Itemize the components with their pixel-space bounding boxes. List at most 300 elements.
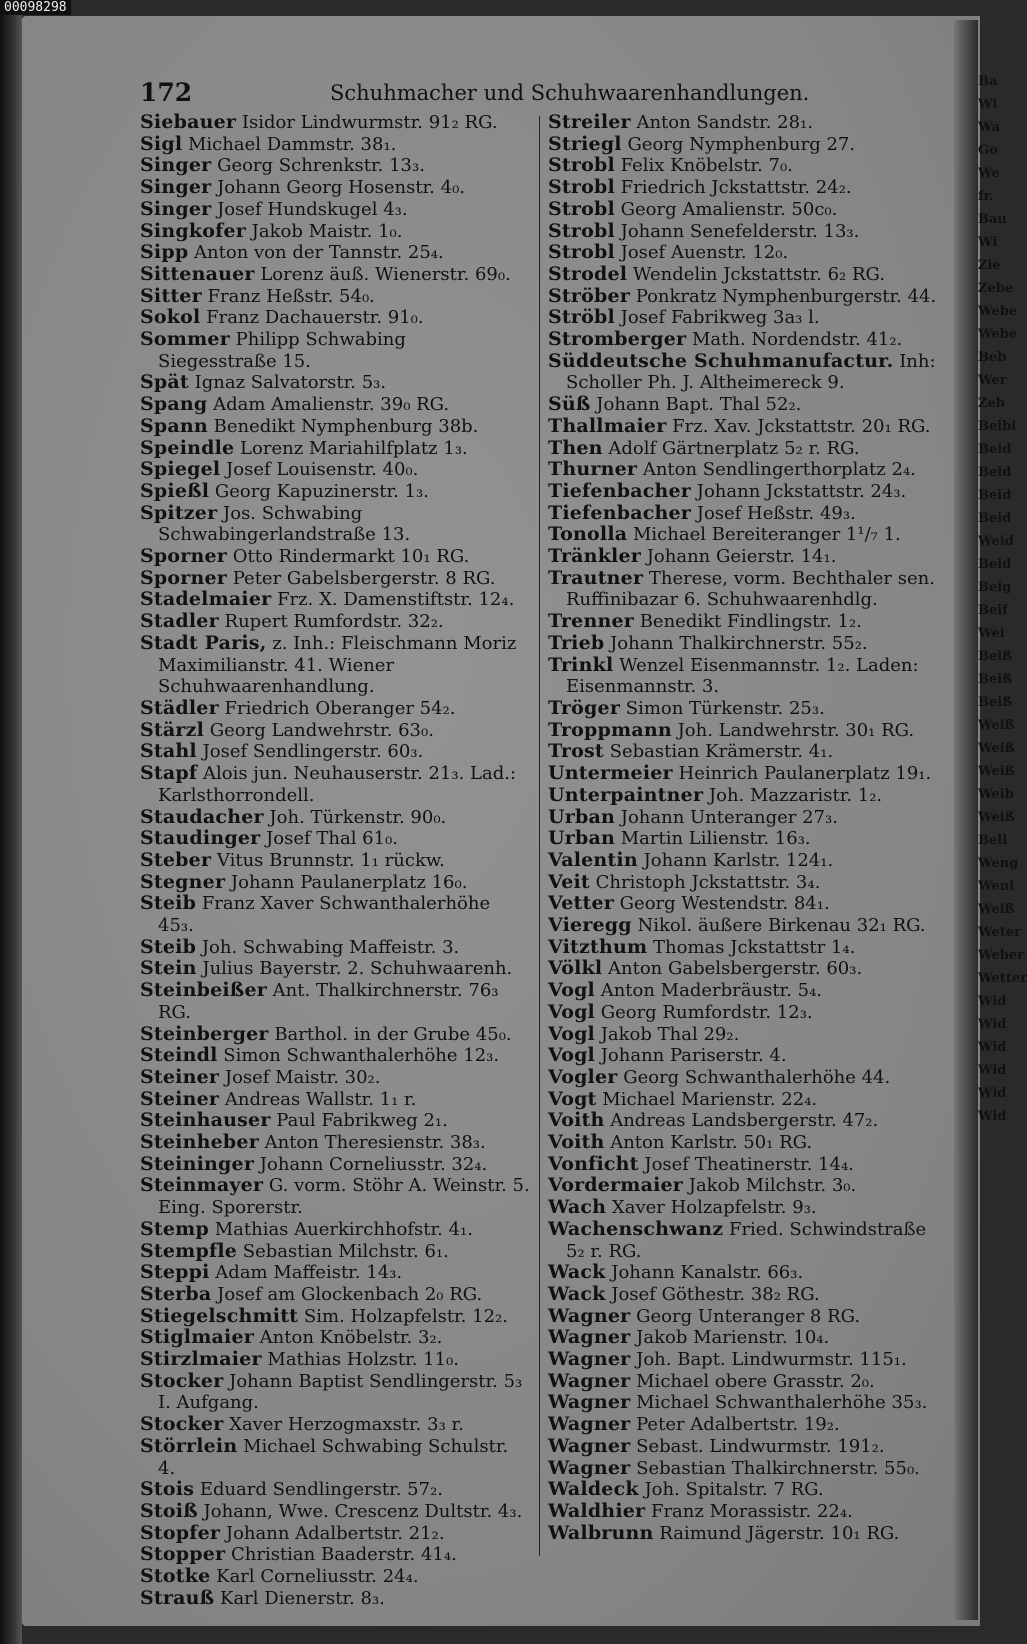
entry-surname: Vogl [548, 1000, 595, 1023]
adjacent-page-fragment: Weib [978, 787, 1014, 802]
adjacent-page-fragment: Wid [978, 1109, 1007, 1124]
entry-surname: Stotke [140, 1565, 211, 1588]
directory-entry [140, 720, 530, 742]
directory-entry [140, 155, 530, 177]
entry-details: Anton von der Tannstr. 25₄. [188, 242, 444, 264]
directory-entry [548, 893, 938, 915]
entry-surname: Steppi [140, 1261, 210, 1284]
entry-surname: Stocker [140, 1369, 224, 1392]
directory-entry [140, 1544, 530, 1566]
entry-details: Georg Schwanthalerhöhe 44. [617, 1066, 891, 1088]
directory-entry [140, 1566, 530, 1588]
directory-entry [140, 1436, 530, 1479]
entry-details: Martin Lilienstr. 16₃. [615, 828, 811, 850]
entry-details: Simon Schwanthalerhöhe 12₃. [217, 1045, 500, 1067]
entry-details: Christian Baaderstr. 41₄. [225, 1544, 457, 1566]
directory-entry [140, 1349, 530, 1371]
entry-surname: Trost [548, 740, 604, 763]
adjacent-page-fragment: Bell [978, 833, 1008, 848]
directory-entry [140, 1219, 530, 1241]
entry-details: Johann Kanalstr. 66₃. [605, 1262, 804, 1284]
adjacent-page-fragment: Weiß [978, 764, 1015, 779]
entry-details: Josef Thal 61₀. [260, 828, 399, 850]
directory-entry [548, 611, 938, 633]
entry-details: Johann Pariserstr. 4. [594, 1045, 787, 1067]
entry-details: Peter Gabelsbergerstr. 8 RG. [227, 567, 496, 589]
entry-surname: Voith [548, 1109, 605, 1132]
entry-surname: Staudacher [140, 805, 264, 828]
directory-entry [548, 199, 938, 221]
entry-details: Johann Unteranger 27₃. [615, 806, 838, 828]
entry-details: Vitus Brunnstr. 1₁ rückw. [211, 849, 445, 871]
entry-details: Wenzel Eisenmannstr. 1₂. Laden: Eisenmannstr. 3. [566, 654, 919, 698]
scan-id: 00098298 [0, 0, 71, 15]
entry-details: Josef Auenstr. 12₀. [614, 242, 789, 264]
directory-entry [548, 264, 938, 286]
entry-surname: Ströber [548, 284, 630, 307]
entry-surname: Wagner [548, 1456, 631, 1479]
directory-entry [548, 828, 938, 850]
directory-entry [140, 307, 530, 329]
entry-details: Joh. Spitalstr. 7 RG. [638, 1479, 824, 1501]
entry-surname: Stirzlmaier [140, 1348, 262, 1371]
entry-surname: Trenner [548, 610, 634, 633]
entry-surname: Veit [548, 870, 590, 893]
entry-surname: Trautner [548, 566, 644, 589]
directory-entry [140, 264, 530, 286]
entry-surname: Steinmayer [140, 1174, 264, 1197]
directory-entry [140, 329, 530, 372]
entry-surname: Tröger [548, 696, 621, 719]
entry-surname: Staudinger [140, 827, 261, 850]
entry-surname: Wagner [548, 1369, 631, 1392]
directory-entry [548, 1306, 938, 1328]
entry-details: Franz Morassistr. 22₄. [645, 1501, 853, 1522]
entry-surname: Stärzl [140, 718, 205, 741]
adjacent-page-fragment: Weid [978, 534, 1014, 549]
entry-surname: Wagner [548, 1304, 631, 1327]
entry-surname: Vordermaier [548, 1174, 683, 1197]
entry-surname: Steindl [140, 1044, 218, 1067]
directory-entry [140, 199, 530, 221]
entry-details: Barthol. in der Grube 45₀. [268, 1023, 512, 1045]
entry-details: Franz Xaver Schwanthalerhöhe 45₃. [158, 893, 491, 937]
entry-details: Anton Knöbelstr. 3₂. [253, 1327, 443, 1349]
entry-details: Heinrich Paulanerplatz 19₁. [672, 763, 932, 785]
entry-surname: Trinkl [548, 653, 614, 676]
adjacent-page-fragment: Weber [978, 948, 1025, 963]
directory-entry [140, 1154, 530, 1176]
entry-surname: Trieb [548, 631, 605, 654]
entry-details: Johann Paulanerplatz 16₀. [225, 871, 468, 893]
running-title: Schuhmacher und Schuhwaarenhandlungen. [330, 81, 810, 105]
adjacent-page-fragment: Beb [978, 350, 1007, 365]
entry-surname: Waldeck [548, 1478, 639, 1501]
entry-details: Jakob Maistr. 1₀. [245, 220, 403, 242]
entry-details: Georg Westendstr. 84₁. [613, 893, 830, 915]
directory-entry [548, 503, 938, 525]
directory-entry [140, 1175, 530, 1218]
entry-details: Johann Georg Hosenstr. 4₀. [211, 177, 466, 199]
adjacent-page-fragment: Weter [978, 925, 1021, 940]
directory-entry [548, 568, 938, 611]
entry-details: Joh. Bapt. Lindwurmstr. 115₁. [630, 1349, 907, 1371]
column-divider [539, 116, 540, 1556]
adjacent-page-fragment: Wid [978, 1017, 1007, 1032]
entry-surname: Urban [548, 827, 615, 850]
directory-entry [548, 785, 938, 807]
entry-surname: Wagner [548, 1413, 631, 1436]
entry-details: Sebast. Lindwurmstr. 191₂. [630, 1435, 885, 1457]
directory-entry [140, 1241, 530, 1263]
directory-entry [140, 242, 530, 264]
entry-surname: Wach [548, 1196, 607, 1219]
directory-entry [548, 1262, 938, 1284]
entry-surname: Vonficht [548, 1152, 639, 1175]
directory-entry [548, 329, 938, 351]
entry-details: Jakob Milchstr. 3₀. [683, 1175, 857, 1197]
directory-entry [548, 1197, 938, 1219]
entry-surname: Spiegel [140, 458, 221, 481]
entry-details: Franz Heßstr. 54₀. [201, 285, 375, 307]
directory-entry [548, 1110, 938, 1132]
directory-entry [548, 134, 938, 156]
adjacent-page-fragment: Beid [978, 488, 1012, 503]
adjacent-page-fragment: Beiß [978, 695, 1013, 710]
directory-entry [548, 286, 938, 308]
directory-entry [548, 481, 938, 503]
entry-surname: Stadt Paris, [140, 631, 267, 654]
entry-details: Andreas Wallstr. 1₁ r. [219, 1088, 417, 1110]
directory-entry [140, 372, 530, 394]
entry-details: Georg Unteranger 8 RG. [630, 1305, 861, 1327]
directory-entry [140, 872, 530, 894]
entry-surname: Spang [140, 393, 208, 416]
entry-surname: Thallmaier [548, 414, 667, 437]
entry-surname: Strobl [548, 154, 615, 177]
entry-surname: Stegner [140, 870, 226, 893]
entry-surname: Troppmann [548, 718, 672, 741]
directory-entry [548, 741, 938, 763]
entry-details: Johann Karlstr. 124₁. [637, 849, 834, 871]
entry-details: Anton Maderbräustr. 5₄. [594, 980, 823, 1002]
entry-details: Benedikt Findlingstr. 1₂. [633, 611, 862, 633]
directory-entry [548, 351, 938, 394]
entry-details: Josef Louisenstr. 40₀. [220, 459, 419, 481]
entry-surname: Tiefenbacher [548, 479, 691, 502]
adjacent-page-fragment: Bau [978, 212, 1007, 227]
directory-entry [548, 1175, 938, 1197]
directory-entry [140, 112, 530, 134]
entry-surname: Strobl [548, 176, 615, 199]
entry-surname: Wachenschwanz [548, 1217, 724, 1240]
directory-entry [548, 850, 938, 872]
directory-entry [548, 720, 938, 742]
entry-details: Rupert Rumfordstr. 32₂. [218, 611, 444, 633]
entry-surname: Sterba [140, 1282, 212, 1305]
left-column [140, 112, 530, 1610]
entry-details: Georg Schrenkstr. 13₃. [211, 155, 425, 177]
directory-entry [140, 589, 530, 611]
directory-entry [548, 915, 938, 937]
directory-entry [548, 1371, 938, 1393]
directory-entry [548, 524, 938, 546]
entry-details: Georg Nymphenburg 27. [621, 133, 856, 155]
entry-surname: Steber [140, 848, 212, 871]
entry-surname: Untermeier [548, 762, 673, 785]
entry-surname: Stopfer [140, 1521, 221, 1544]
entry-surname: Stapf [140, 762, 198, 785]
entry-surname: Wack [548, 1282, 606, 1305]
directory-entry [548, 1458, 938, 1480]
entry-details: Thomas Jckstattstr 1₄. [647, 936, 856, 958]
entry-surname: Steib [140, 892, 197, 915]
entry-details: Jakob Thal 29₂. [594, 1023, 740, 1045]
entry-surname: Urban [548, 805, 615, 828]
adjacent-page-fragment: Wi [978, 235, 998, 250]
entry-surname: Stadler [140, 610, 219, 633]
entry-surname: Störrlein [140, 1434, 238, 1457]
entry-surname: Wagner [548, 1391, 631, 1414]
entry-details: z. Inh.: Fleischmann Moriz Maximilianstr. 41. Wiener Schuhwaarenhandlung. [158, 632, 517, 698]
directory-entry [140, 741, 530, 763]
directory-entry [140, 633, 530, 698]
entry-details: Georg Kapuzinerstr. 1₃. [209, 480, 429, 502]
adjacent-page-fragment: fr. [978, 189, 994, 204]
entry-details: Adolf Gärtnerplatz 5₂ r. RG. [602, 437, 860, 459]
entry-surname: Stoiß [140, 1500, 198, 1522]
directory-entry [548, 1002, 938, 1024]
entry-surname: Tränkler [548, 545, 641, 568]
directory-entry [548, 459, 938, 481]
entry-details: Michael Schwabing Schulstr. 4. [158, 1435, 509, 1479]
entry-details: Josef Fabrikweg 3a₃ l. [614, 307, 820, 329]
entry-details: Ignaz Salvatorstr. 5₃. [188, 372, 387, 394]
entry-details: Isidor Lindwurmstr. 91₂ RG. [236, 112, 498, 133]
adjacent-page-fragment: Beiß [978, 649, 1013, 664]
entry-details: Franz Dachauerstr. 91₀. [200, 307, 424, 329]
entry-surname: Vogl [548, 1044, 595, 1067]
entry-details: Georg Amalienstr. 50c₀. [614, 198, 838, 220]
entry-details: Anton Sendlingerthorplatz 2₄. [637, 459, 916, 481]
entry-surname: Voith [548, 1131, 605, 1154]
entry-surname: Sittenauer [140, 262, 255, 285]
entry-details: Johann Adalbertstr. 21₂. [220, 1522, 445, 1544]
directory-entry [548, 1327, 938, 1349]
entry-details: Josef Maistr. 30₂. [219, 1066, 381, 1088]
directory-entry [140, 980, 530, 1023]
entry-surname: Singer [140, 154, 212, 177]
adjacent-page-fragment: Weni [978, 879, 1015, 894]
entry-details: Johann Baptist Sendlingerstr. 5₃ I. Aufgang. [158, 1370, 523, 1414]
directory-entry [548, 1045, 938, 1067]
entry-surname: Steinbeißer [140, 979, 267, 1002]
entry-surname: Tonolla [548, 523, 628, 546]
entry-surname: Städler [140, 696, 219, 719]
entry-surname: Walbrunn [548, 1521, 654, 1544]
entry-surname: Vogler [548, 1065, 618, 1088]
directory-entry [140, 503, 530, 546]
directory-entry [140, 1588, 530, 1610]
entry-details: Johann Corneliusstr. 32₄. [254, 1153, 488, 1175]
entry-details: Friedrich Jckstattstr. 24₂. [614, 177, 852, 199]
directory-entry [140, 177, 530, 199]
entry-surname: Spann [140, 414, 208, 437]
directory-entry [548, 937, 938, 959]
directory-entry [140, 546, 530, 568]
directory-entry [140, 286, 530, 308]
adjacent-page-fragment: Wid [978, 1040, 1007, 1055]
entry-details: Benedikt Nymphenburg 38b. [207, 415, 479, 437]
entry-details: Philipp Schwabing Siegesstraße 15. [158, 329, 406, 372]
adjacent-page-fragment: Weiß [978, 741, 1015, 756]
adjacent-page-fragment: Webe [978, 304, 1018, 319]
entry-surname: Strauß [140, 1586, 215, 1609]
adjacent-page-fragment: Wa [978, 120, 1000, 135]
entry-surname: Spießl [140, 479, 210, 502]
directory-entry [140, 1067, 530, 1089]
directory-entry [140, 1045, 530, 1067]
entry-details: Friedrich Oberanger 54₂. [218, 697, 456, 719]
directory-entry [140, 937, 530, 959]
entry-details: Josef Sendlingerstr. 60₃. [196, 741, 424, 763]
entry-details: Eduard Sendlingerstr. 57₂. [194, 1479, 444, 1501]
directory-entry [140, 893, 530, 936]
directory-entry [140, 459, 530, 481]
entry-details: Frz. X. Damenstiftstr. 12₄. [271, 589, 515, 611]
entry-details: Anton Sandstr. 28₁. [630, 112, 813, 133]
entry-surname: Sporner [140, 545, 228, 568]
entry-details: Raimund Jägerstr. 10₁ RG. [653, 1522, 900, 1544]
entry-surname: Stadelmaier [140, 588, 272, 611]
entry-surname: Steiner [140, 1087, 220, 1110]
entry-surname: Süß [548, 393, 591, 416]
entry-details: Josef Heßstr. 49₃. [691, 502, 856, 524]
entry-surname: Speindle [140, 436, 235, 459]
entry-details: Karl Dienerstr. 8₃. [214, 1587, 385, 1609]
entry-surname: Stopper [140, 1543, 226, 1566]
directory-entry [140, 1371, 530, 1414]
entry-details: Johann Senefelderstr. 13₃. [614, 220, 860, 242]
adjacent-page-fragment: Wid [978, 994, 1007, 1009]
entry-details: Johann, Wwe. Crescenz Dultstr. 4₃. [197, 1501, 523, 1522]
directory-entry [548, 1501, 938, 1523]
entry-details: Xaver Herzogmaxstr. 3₃ r. [223, 1414, 464, 1436]
entry-details: Fried. Schwindstraße 5₂ r. RG. [566, 1218, 927, 1262]
entry-surname: Vitzthum [548, 935, 648, 958]
entry-details: Georg Rumfordstr. 12₃. [594, 1001, 813, 1023]
entry-surname: Vogl [548, 979, 595, 1002]
directory-entry [548, 1154, 938, 1176]
adjacent-page-fragment: We [978, 166, 1000, 181]
entry-details: Sebastian Milchstr. 6₁. [237, 1240, 449, 1262]
entry-surname: Stocker [140, 1413, 224, 1436]
directory-entry [140, 1024, 530, 1046]
directory-entry [140, 568, 530, 590]
entry-details: Michael Bereiteranger 1¹/₇ 1. [627, 524, 901, 546]
directory-entry [140, 1089, 530, 1111]
entry-details: Jos. Schwabing Schwabingerlandstraße 13. [158, 502, 411, 546]
page-gutter [954, 20, 978, 1620]
entry-details: Lorenz Mariahilfplatz 1₃. [234, 437, 468, 459]
entry-surname: Stahl [140, 740, 197, 763]
directory-entry [548, 1392, 938, 1414]
entry-details: Georg Landwehrstr. 63₀. [204, 719, 434, 741]
entry-details: Jakob Marienstr. 10₄. [630, 1327, 830, 1349]
directory-entry [140, 416, 530, 438]
entry-surname: Tiefenbacher [548, 501, 691, 524]
directory-entry [548, 177, 938, 199]
entry-surname: Vogl [548, 1022, 595, 1045]
directory-entry [548, 1089, 938, 1111]
entry-surname: Wagner [548, 1348, 631, 1371]
entry-details: Joh. Türkenstr. 90₀. [263, 806, 447, 828]
entry-details: Otto Rindermarkt 10₁ RG. [227, 546, 470, 568]
entry-details: Sebastian Thalkirchnerstr. 55₀. [630, 1457, 920, 1479]
entry-surname: Unterpaintner [548, 783, 704, 806]
entry-details: Michael Schwanthalerhöhe 35₃. [630, 1392, 928, 1414]
page-header [140, 78, 940, 110]
adjacent-page-fragment: Zeb [978, 396, 1005, 411]
directory-entry [548, 394, 938, 416]
entry-details: Josef Theatinerstr. 14₄. [638, 1153, 854, 1175]
entry-surname: Vogt [548, 1087, 597, 1110]
entry-details: Anton Karlstr. 50₁ RG. [604, 1132, 813, 1154]
entry-details: Mathias Auerkirchhofstr. 4₁. [208, 1218, 473, 1240]
entry-surname: Spitzer [140, 501, 218, 524]
entry-surname: Sigl [140, 132, 183, 155]
entry-details: Mathias Holzstr. 11₀. [261, 1349, 459, 1371]
adjacent-page-fragment: Weiß [978, 902, 1015, 917]
entry-details: G. vorm. Stöhr A. Weinstr. 5. Eing. Sporerstr. [158, 1175, 530, 1219]
entry-details: Josef Hundskugel 4₃. [211, 198, 408, 220]
entry-details: Ponkratz Nymphenburgerstr. 44. [629, 285, 937, 307]
entry-details: Alois jun. Neuhauserstr. 21₃. Lad.: Karlsthorrondell. [158, 763, 517, 806]
entry-details: Joh. Schwabing Maffeistr. 3. [196, 936, 460, 958]
adjacent-page-fragment: Wi [978, 97, 998, 112]
entry-details: Michael Marienstr. 22₄. [596, 1088, 818, 1110]
directory-entry [140, 481, 530, 503]
entry-surname: Sokol [140, 306, 201, 329]
directory-entry [140, 221, 530, 243]
directory-entry [548, 546, 938, 568]
entry-surname: Stois [140, 1478, 195, 1501]
adjacent-page-fragment: Weiß [978, 718, 1015, 733]
entry-surname: Strobl [548, 197, 615, 220]
directory-entry [140, 958, 530, 980]
directory-entry [548, 872, 938, 894]
directory-entry [548, 807, 938, 829]
adjacent-page-fragment: Beiß [978, 672, 1013, 687]
entry-details: Joh. Landwehrstr. 30₁ RG. [671, 719, 915, 741]
entry-details: Nikol. äußere Birkenau 32₁ RG. [631, 915, 926, 937]
directory-entry [140, 828, 530, 850]
entry-surname: Steinberger [140, 1022, 269, 1045]
adjacent-page-fragment: Wid [978, 1086, 1007, 1101]
entry-surname: Stempfle [140, 1239, 238, 1262]
directory-entry [548, 633, 938, 655]
directory-entry [548, 763, 938, 785]
entry-surname: Then [548, 436, 603, 459]
entry-details: Michael obere Grasstr. 2₀. [630, 1370, 875, 1392]
directory-entry [548, 1479, 938, 1501]
entry-surname: Singkofer [140, 219, 246, 242]
entry-details: Therese, vorm. Bechthaler sen. Ruffinibazar 6. Schuhwaarenhdlg. [566, 567, 935, 611]
directory-entry [548, 958, 938, 980]
entry-surname: Spät [140, 371, 189, 394]
directory-entry [548, 438, 938, 460]
adjacent-page-fragment: Zie [978, 258, 1001, 273]
